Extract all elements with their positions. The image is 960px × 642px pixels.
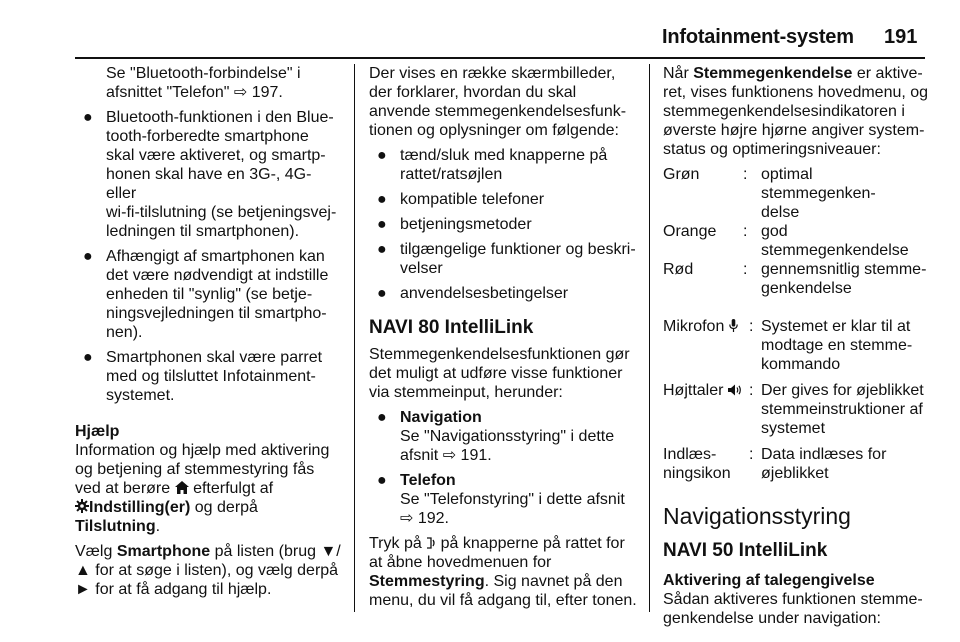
- section-heading: NAVI 50 IntelliLink: [663, 540, 828, 561]
- bullet-icon: ●: [377, 285, 387, 302]
- page-title: Infotainment-system: [662, 26, 854, 48]
- help-heading: Hjælp: [75, 423, 120, 440]
- connection-label: Tilslutning: [75, 518, 156, 535]
- bullet-item: ● tilgængelige funktioner og beskri- velser: [377, 241, 636, 277]
- section-heading: NAVI 80 IntelliLink: [369, 317, 534, 338]
- activation-paragraph: Sådan aktiveres funktionen stemme- genkendelse under navigation:: [663, 591, 923, 627]
- bullet-icon: ●: [83, 248, 93, 265]
- home-icon: [175, 480, 189, 492]
- speaker-icon: [728, 382, 742, 394]
- bullet-icon: ●: [377, 216, 387, 233]
- bullet-icon: ●: [377, 241, 387, 258]
- table-cell-desc: god stemmegenkendelse: [761, 223, 909, 259]
- table-cell-term: Orange: [663, 223, 717, 240]
- table-cell-term: Rød: [663, 261, 694, 278]
- smartphone-label: Smartphone: [116, 543, 211, 560]
- table-cell-desc: Data indlæses for øjeblikket: [761, 446, 887, 482]
- bullet-item: ● Bluetooth-funktionen i den Blue- tooth-forberedte smartphone skal være aktiveret, og smartp- honen skal have en 3G-, 4G- eller wi-fi-tilslutning (se betjeningsvej- ledningen til smartphonen).: [83, 109, 337, 240]
- column-2: [369, 64, 639, 610]
- bullet-item-telephone: ● Telefon Se "Telefonstyring" i dette afsnit ⇨ 192.: [377, 472, 625, 527]
- bullet-icon: ●: [377, 409, 387, 426]
- voice-recognition-label: Stemmegenkendelse: [693, 65, 853, 82]
- bullet-item: ● Afhængigt af smartphonen kan det være nødvendigt at indstille enheden til "synlig" (se betje- ningsvejledningen til smartpho- nen).: [83, 248, 329, 341]
- bullet-item: ● Smartphonen skal være parret med og tilsluttet Infotainment- systemet.: [83, 349, 323, 404]
- table-cell-desc: optimal stemmegenken- delse: [761, 166, 876, 221]
- column-1: [75, 64, 345, 599]
- bullet-item: ● anvendelsesbetingelser: [377, 285, 569, 302]
- bullet-item: ● kompatible telefoner: [377, 191, 545, 208]
- bullet-icon: ●: [377, 472, 387, 489]
- bullet-item: ● tænd/sluk med knapperne på rattet/ratsøjlen: [377, 147, 608, 183]
- table-cell-desc: Der gives for øjeblikket stemmeinstruktioner af systemet: [761, 382, 924, 437]
- choose-paragraph: Vælg Smartphone på listen (brug ▼/ ▲ for at søge i listen), og vælg derpå ► for at få adgang til hjælp.: [75, 543, 341, 598]
- table-cell-term: Højttaler: [663, 381, 749, 438]
- settings-label: Indstilling(er): [89, 499, 191, 516]
- indicator-icons-table: Mikrofon : Systemet er klar til at modtage en stemme- kommando Højttaler : Der gives for øjeblikket stemmeinstruktioner af systemet Indlæs- ningsikon : Data indlæses for øjeblikket: [663, 317, 929, 483]
- help-paragraph: Information og hjælp med aktivering og betjening af stemmestyring fås ved at berøre efterfulgt af Indstilling(er) og derpå Tilslutning.: [75, 442, 330, 535]
- bullet-icon: ●: [83, 109, 93, 126]
- header-rule: [75, 57, 925, 59]
- press-paragraph: Tryk på på knapperne på rattet for at åbne hovedmenuen for Stemmestyring. Sig navnet på den menu, du vil få adgang til, efter tonen.: [369, 535, 637, 609]
- table-cell-desc: gennemsnitlig stemme- genkendelse: [761, 261, 927, 297]
- table-cell-term: Indlæs- ningsikon: [663, 446, 731, 482]
- page-number: 191: [884, 26, 918, 48]
- bullet-item: ● betjeningsmetoder: [377, 216, 532, 233]
- bullet-icon: ●: [377, 147, 387, 164]
- bullet-icon: ●: [377, 191, 387, 208]
- column-divider-2: [649, 64, 650, 612]
- gear-icon: [75, 499, 89, 513]
- bullet-icon: ●: [83, 349, 93, 366]
- navi80-paragraph: Stemmegenkendelsesfunktionen gør det muligt at udføre visse funktioner via stemmeinput, herunder:: [369, 346, 630, 401]
- voice-control-label: Stemmestyring: [369, 573, 485, 590]
- intro-paragraph: Se "Bluetooth-forbindelse" i afsnittet "Telefon" ⇨ 197.: [106, 65, 301, 101]
- column-divider-1: [354, 64, 355, 612]
- microphone-icon: [729, 318, 738, 331]
- table-cell-term: Mikrofon: [663, 317, 749, 374]
- table-cell-desc: Systemet er klar til at modtage en stemme- kommando: [761, 318, 913, 373]
- column-3: [663, 64, 929, 628]
- page-header: [0, 26, 960, 58]
- table-cell-term: Grøn: [663, 166, 700, 183]
- indicator-levels-table: Grøn : optimal stemmegenken- delse Orange : god stemmegenkendelse Rød : gennemsnitlig stemme- genkendelse: [663, 165, 929, 298]
- activation-heading: Aktivering af talegengivelse: [663, 572, 875, 589]
- when-paragraph: Når Stemmegenkendelse er aktive- ret, vises funktionens hovedmenu, og stemmegenkendelsesindikatoren i øverste højre hjørne angiver system- status og optimeringsniveauer:: [663, 65, 929, 158]
- voice-control-icon: [426, 536, 436, 550]
- bullet-item-navigation: ● Navigation Se "Navigationsstyring" i dette afsnit ⇨ 191.: [377, 409, 615, 464]
- section-heading-main: Navigationsstyring: [663, 503, 851, 529]
- intro-paragraph: Der vises en række skærmbilleder, der forklarer, hvordan du skal anvende stemmegenkendelsesfunk- tionen og oplysninger om følgende:: [369, 65, 627, 139]
